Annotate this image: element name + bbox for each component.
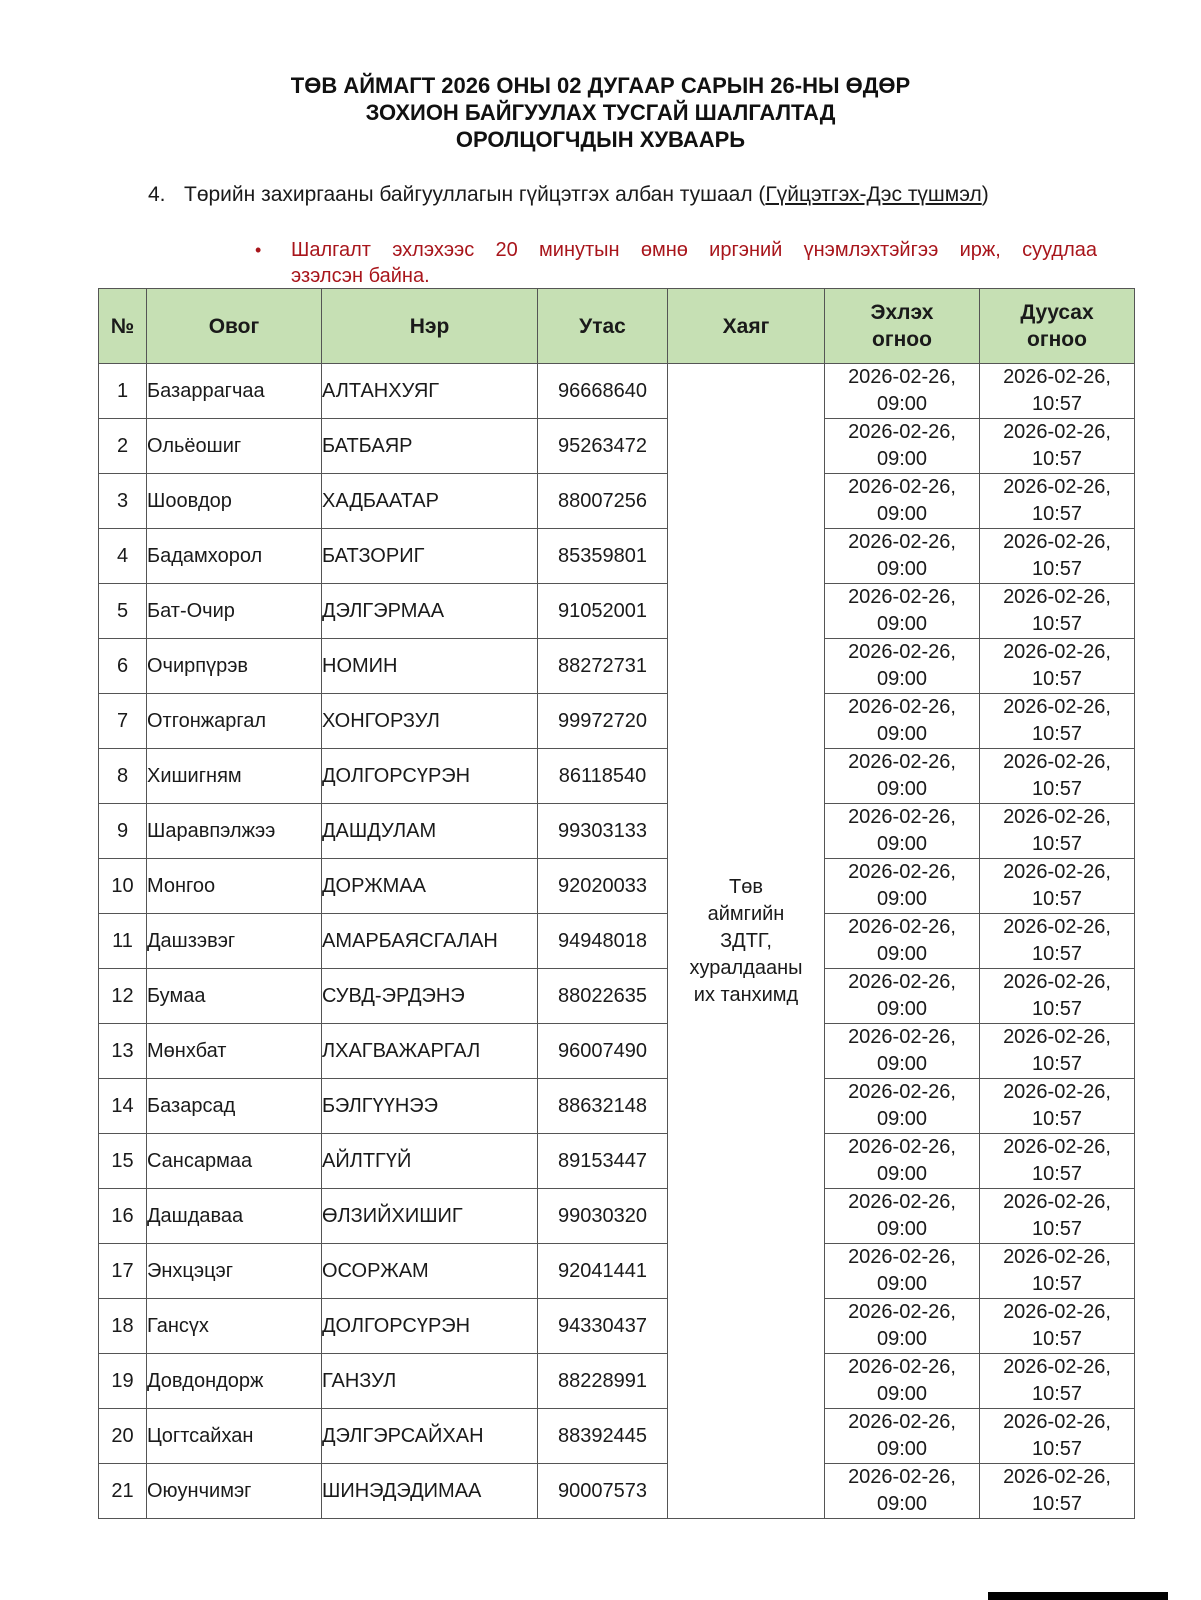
end-time: 10:57 xyxy=(1031,1438,1083,1460)
start-time: 09:00 xyxy=(876,668,928,690)
end-date: 2026-02-26, xyxy=(1003,421,1111,443)
address-line-2: аймгийн xyxy=(707,902,785,925)
end-date: 2026-02-26, xyxy=(1003,1466,1111,1488)
end-date: 2026-02-26, xyxy=(1003,861,1111,883)
start-date: 2026-02-26, xyxy=(848,586,956,608)
row-number: 20 xyxy=(99,1409,147,1464)
start-date: 2026-02-26, xyxy=(848,476,956,498)
row-surname: Оюунчимэг xyxy=(147,1464,322,1519)
row-surname: Бадамхорол xyxy=(147,529,322,584)
section-close-paren: ) xyxy=(981,183,989,206)
table-row xyxy=(99,969,1135,1024)
row-start-datetime xyxy=(825,804,980,859)
header-start-line-1: Эхлэх xyxy=(870,301,934,324)
start-time: 09:00 xyxy=(876,613,928,635)
end-date: 2026-02-26, xyxy=(1003,916,1111,938)
row-start-datetime xyxy=(825,914,980,969)
row-start-datetime xyxy=(825,859,980,914)
row-surname: Хишигням xyxy=(147,749,322,804)
start-time: 09:00 xyxy=(876,1218,928,1240)
end-time: 10:57 xyxy=(1031,943,1083,965)
table-row xyxy=(99,529,1135,584)
header-no: № xyxy=(99,289,147,364)
end-time: 10:57 xyxy=(1031,503,1083,525)
row-phone: 88228991 xyxy=(538,1354,668,1409)
row-name: ДЭЛГЭРМАА xyxy=(322,584,538,639)
start-date: 2026-02-26, xyxy=(848,1081,956,1103)
row-start-datetime xyxy=(825,1299,980,1354)
start-time: 09:00 xyxy=(876,393,928,415)
start-date: 2026-02-26, xyxy=(848,1246,956,1268)
row-start-datetime xyxy=(825,474,980,529)
row-phone: 94948018 xyxy=(538,914,668,969)
row-start-datetime xyxy=(825,1409,980,1464)
row-end-datetime xyxy=(980,694,1135,749)
title-line-2: ЗОХИОН БАЙГУУЛАХ ТУСГАЙ ШАЛГАЛТАД xyxy=(365,100,836,125)
row-number: 13 xyxy=(99,1024,147,1079)
end-time: 10:57 xyxy=(1031,1108,1083,1130)
row-end-datetime xyxy=(980,1134,1135,1189)
row-name: БАТБАЯР xyxy=(322,419,538,474)
row-number: 11 xyxy=(99,914,147,969)
row-surname: Цогтсайхан xyxy=(147,1409,322,1464)
table-row xyxy=(99,1079,1135,1134)
start-date: 2026-02-26, xyxy=(848,1301,956,1323)
row-surname: Очирпүрэв xyxy=(147,639,322,694)
start-time: 09:00 xyxy=(876,1273,928,1295)
table-row xyxy=(99,419,1135,474)
notice-line-2: эзэлсэн байна. xyxy=(291,265,430,287)
row-surname: Базаррагчаа xyxy=(147,364,322,419)
row-name: ДЭЛГЭРСАЙХАН xyxy=(322,1409,538,1464)
header-start-line-2: огноо xyxy=(872,328,932,351)
table-row xyxy=(99,914,1135,969)
row-surname: Сансармаа xyxy=(147,1134,322,1189)
start-time: 09:00 xyxy=(876,998,928,1020)
row-number: 10 xyxy=(99,859,147,914)
row-end-datetime xyxy=(980,804,1135,859)
start-date: 2026-02-26, xyxy=(848,1466,956,1488)
table-row xyxy=(99,364,1135,419)
end-time: 10:57 xyxy=(1031,1273,1083,1295)
row-end-datetime xyxy=(980,969,1135,1024)
position-link[interactable]: Гүйцэтгэх-Дэс түшмэл xyxy=(765,183,982,206)
row-number: 1 xyxy=(99,364,147,419)
row-start-datetime xyxy=(825,694,980,749)
address-line-3: ЗДТГ, xyxy=(720,929,772,952)
header-surname: Овог xyxy=(147,289,322,364)
row-end-datetime xyxy=(980,639,1135,694)
participants-table xyxy=(98,288,1135,1519)
row-number: 19 xyxy=(99,1354,147,1409)
row-start-datetime xyxy=(825,1134,980,1189)
start-time: 09:00 xyxy=(876,1108,928,1130)
table-row xyxy=(99,1134,1135,1189)
end-date: 2026-02-26, xyxy=(1003,1411,1111,1433)
header-phone: Утас xyxy=(538,289,668,364)
start-date: 2026-02-26, xyxy=(848,916,956,938)
end-date: 2026-02-26, xyxy=(1003,366,1111,388)
row-phone: 88272731 xyxy=(538,639,668,694)
start-date: 2026-02-26, xyxy=(848,366,956,388)
address-line-5: их танхимд xyxy=(693,983,799,1006)
row-name: ДОРЖМАА xyxy=(322,859,538,914)
header-start-date xyxy=(825,289,980,364)
start-date: 2026-02-26, xyxy=(848,971,956,993)
start-time: 09:00 xyxy=(876,1328,928,1350)
row-name: ДОЛГОРСҮРЭН xyxy=(322,1299,538,1354)
row-name: ХАДБААТАР xyxy=(322,474,538,529)
row-phone: 86118540 xyxy=(538,749,668,804)
start-time: 09:00 xyxy=(876,1493,928,1515)
table-row xyxy=(99,859,1135,914)
end-date: 2026-02-26, xyxy=(1003,641,1111,663)
table-row xyxy=(99,1299,1135,1354)
start-date: 2026-02-26, xyxy=(848,806,956,828)
end-date: 2026-02-26, xyxy=(1003,1246,1111,1268)
row-number: 6 xyxy=(99,639,147,694)
header-end-line-1: Дуусах xyxy=(1020,301,1094,324)
row-start-datetime xyxy=(825,1024,980,1079)
address-cell xyxy=(668,364,825,1519)
row-name: ШИНЭДЭДИМАА xyxy=(322,1464,538,1519)
row-name: АЙЛТГҮЙ xyxy=(322,1134,538,1189)
row-phone: 96007490 xyxy=(538,1024,668,1079)
end-date: 2026-02-26, xyxy=(1003,971,1111,993)
row-number: 7 xyxy=(99,694,147,749)
end-date: 2026-02-26, xyxy=(1003,1026,1111,1048)
end-time: 10:57 xyxy=(1031,448,1083,470)
row-phone: 89153447 xyxy=(538,1134,668,1189)
row-surname: Мөнхбат xyxy=(147,1024,322,1079)
row-phone: 88392445 xyxy=(538,1409,668,1464)
header-name: Нэр xyxy=(322,289,538,364)
row-name: ДАШДУЛАМ xyxy=(322,804,538,859)
row-surname: Дашзэвэг xyxy=(147,914,322,969)
page-edge-bar xyxy=(988,1592,1168,1600)
row-surname: Бумаа xyxy=(147,969,322,1024)
row-number: 4 xyxy=(99,529,147,584)
end-time: 10:57 xyxy=(1031,613,1083,635)
start-date: 2026-02-26, xyxy=(848,1356,956,1378)
row-phone: 88632148 xyxy=(538,1079,668,1134)
row-name: СУВД-ЭРДЭНЭ xyxy=(322,969,538,1024)
table-row xyxy=(99,1189,1135,1244)
row-name: ХОНГОРЗУЛ xyxy=(322,694,538,749)
end-time: 10:57 xyxy=(1031,1493,1083,1515)
start-date: 2026-02-26, xyxy=(848,641,956,663)
start-time: 09:00 xyxy=(876,833,928,855)
row-end-datetime xyxy=(980,419,1135,474)
table-header-row xyxy=(99,289,1135,364)
end-time: 10:57 xyxy=(1031,1163,1083,1185)
row-start-datetime xyxy=(825,529,980,584)
end-time: 10:57 xyxy=(1031,558,1083,580)
end-date: 2026-02-26, xyxy=(1003,1081,1111,1103)
end-time: 10:57 xyxy=(1031,1328,1083,1350)
end-time: 10:57 xyxy=(1031,1218,1083,1240)
row-start-datetime xyxy=(825,1464,980,1519)
header-end-line-2: огноо xyxy=(1027,328,1087,351)
address-line-4: хуралдааны xyxy=(689,956,803,979)
row-phone: 92020033 xyxy=(538,859,668,914)
row-end-datetime xyxy=(980,1079,1135,1134)
row-phone: 95263472 xyxy=(538,419,668,474)
row-number: 2 xyxy=(99,419,147,474)
row-phone: 96668640 xyxy=(538,364,668,419)
end-date: 2026-02-26, xyxy=(1003,1191,1111,1213)
section-heading xyxy=(148,182,989,208)
document-title xyxy=(0,72,1201,153)
title-line-3: ОРОЛЦОГЧДЫН ХУВААРЬ xyxy=(455,127,746,152)
end-time: 10:57 xyxy=(1031,888,1083,910)
bullet-icon: • xyxy=(255,240,262,260)
row-number: 14 xyxy=(99,1079,147,1134)
end-time: 10:57 xyxy=(1031,723,1083,745)
row-phone: 90007573 xyxy=(538,1464,668,1519)
row-name: ӨЛЗИЙХИШИГ xyxy=(322,1189,538,1244)
start-time: 09:00 xyxy=(876,888,928,910)
table-row xyxy=(99,584,1135,639)
end-time: 10:57 xyxy=(1031,1053,1083,1075)
row-start-datetime xyxy=(825,749,980,804)
row-name: АЛТАНХУЯГ xyxy=(322,364,538,419)
row-surname: Гансүх xyxy=(147,1299,322,1354)
row-phone: 99303133 xyxy=(538,804,668,859)
row-surname: Довдондорж xyxy=(147,1354,322,1409)
row-number: 21 xyxy=(99,1464,147,1519)
row-name: ГАНЗУЛ xyxy=(322,1354,538,1409)
row-name: ОСОРЖАМ xyxy=(322,1244,538,1299)
start-time: 09:00 xyxy=(876,1383,928,1405)
start-date: 2026-02-26, xyxy=(848,421,956,443)
row-start-datetime xyxy=(825,969,980,1024)
notice-line-1: Шалгалт эхлэхээс 20 минутын өмнө иргэний үнэмлэхтэйгээ ирж, суудлаа xyxy=(291,239,1097,261)
row-name: БЭЛГҮҮНЭЭ xyxy=(322,1079,538,1134)
row-phone: 92041441 xyxy=(538,1244,668,1299)
start-time: 09:00 xyxy=(876,1163,928,1185)
row-start-datetime xyxy=(825,1189,980,1244)
table-row xyxy=(99,694,1135,749)
header-end-date xyxy=(980,289,1135,364)
row-end-datetime xyxy=(980,1299,1135,1354)
row-name: АМАРБАЯСГАЛАН xyxy=(322,914,538,969)
row-surname: Шоовдор xyxy=(147,474,322,529)
row-start-datetime xyxy=(825,1079,980,1134)
row-name: БАТЗОРИГ xyxy=(322,529,538,584)
start-time: 09:00 xyxy=(876,503,928,525)
row-surname: Бат-Очир xyxy=(147,584,322,639)
table-row xyxy=(99,804,1135,859)
row-phone: 91052001 xyxy=(538,584,668,639)
start-time: 09:00 xyxy=(876,723,928,745)
end-date: 2026-02-26, xyxy=(1003,1356,1111,1378)
row-phone: 88022635 xyxy=(538,969,668,1024)
row-end-datetime xyxy=(980,1409,1135,1464)
row-end-datetime xyxy=(980,1464,1135,1519)
row-start-datetime xyxy=(825,1244,980,1299)
table-row xyxy=(99,1244,1135,1299)
row-number: 3 xyxy=(99,474,147,529)
row-end-datetime xyxy=(980,1354,1135,1409)
row-phone: 94330437 xyxy=(538,1299,668,1354)
table-row xyxy=(99,1409,1135,1464)
row-end-datetime xyxy=(980,749,1135,804)
end-date: 2026-02-26, xyxy=(1003,476,1111,498)
row-number: 8 xyxy=(99,749,147,804)
row-end-datetime xyxy=(980,914,1135,969)
table-row xyxy=(99,1354,1135,1409)
row-surname: Ольёошиг xyxy=(147,419,322,474)
table-body xyxy=(99,364,1135,1519)
table-row xyxy=(99,1464,1135,1519)
end-date: 2026-02-26, xyxy=(1003,531,1111,553)
row-end-datetime xyxy=(980,1024,1135,1079)
start-time: 09:00 xyxy=(876,943,928,965)
row-name: НОМИН xyxy=(322,639,538,694)
address-line-1: Төв xyxy=(729,875,763,898)
end-time: 10:57 xyxy=(1031,393,1083,415)
start-date: 2026-02-26, xyxy=(848,1411,956,1433)
end-date: 2026-02-26, xyxy=(1003,696,1111,718)
row-start-datetime xyxy=(825,639,980,694)
start-date: 2026-02-26, xyxy=(848,1026,956,1048)
start-date: 2026-02-26, xyxy=(848,1191,956,1213)
row-end-datetime xyxy=(980,474,1135,529)
row-end-datetime xyxy=(980,584,1135,639)
row-surname: Отгонжаргал xyxy=(147,694,322,749)
row-phone: 85359801 xyxy=(538,529,668,584)
row-surname: Энхцэцэг xyxy=(147,1244,322,1299)
row-surname: Дашдаваа xyxy=(147,1189,322,1244)
end-date: 2026-02-26, xyxy=(1003,806,1111,828)
table-row xyxy=(99,474,1135,529)
row-surname: Базарсад xyxy=(147,1079,322,1134)
end-time: 10:57 xyxy=(1031,668,1083,690)
title-line-1: ТӨВ АЙМАГТ 2026 ОНЫ 02 ДУГААР САРЫН 26-НЫ ӨДӨР xyxy=(290,73,911,98)
row-phone: 99972720 xyxy=(538,694,668,749)
row-number: 15 xyxy=(99,1134,147,1189)
row-surname: Монгоо xyxy=(147,859,322,914)
end-date: 2026-02-26, xyxy=(1003,1301,1111,1323)
row-number: 16 xyxy=(99,1189,147,1244)
start-time: 09:00 xyxy=(876,778,928,800)
row-end-datetime xyxy=(980,1244,1135,1299)
row-start-datetime xyxy=(825,364,980,419)
end-time: 10:57 xyxy=(1031,833,1083,855)
row-end-datetime xyxy=(980,529,1135,584)
row-number: 5 xyxy=(99,584,147,639)
start-time: 09:00 xyxy=(876,558,928,580)
row-phone: 99030320 xyxy=(538,1189,668,1244)
end-date: 2026-02-26, xyxy=(1003,1136,1111,1158)
start-time: 09:00 xyxy=(876,1438,928,1460)
start-date: 2026-02-26, xyxy=(848,751,956,773)
table-row xyxy=(99,639,1135,694)
header-address: Хаяг xyxy=(668,289,825,364)
row-number: 18 xyxy=(99,1299,147,1354)
table-row xyxy=(99,1024,1135,1079)
row-start-datetime xyxy=(825,1354,980,1409)
row-start-datetime xyxy=(825,419,980,474)
section-text: Төрийн захиргааны байгууллагын гүйцэтгэх албан тушаал ( xyxy=(184,183,766,206)
row-surname: Шаравпэлжээ xyxy=(147,804,322,859)
table-row xyxy=(99,749,1135,804)
start-date: 2026-02-26, xyxy=(848,696,956,718)
row-end-datetime xyxy=(980,859,1135,914)
end-date: 2026-02-26, xyxy=(1003,751,1111,773)
row-phone: 88007256 xyxy=(538,474,668,529)
end-time: 10:57 xyxy=(1031,998,1083,1020)
start-date: 2026-02-26, xyxy=(848,861,956,883)
start-time: 09:00 xyxy=(876,1053,928,1075)
row-number: 12 xyxy=(99,969,147,1024)
start-date: 2026-02-26, xyxy=(848,1136,956,1158)
row-number: 9 xyxy=(99,804,147,859)
end-date: 2026-02-26, xyxy=(1003,586,1111,608)
row-end-datetime xyxy=(980,1189,1135,1244)
row-end-datetime xyxy=(980,364,1135,419)
row-name: ЛХАГВАЖАРГАЛ xyxy=(322,1024,538,1079)
end-time: 10:57 xyxy=(1031,778,1083,800)
row-number: 17 xyxy=(99,1244,147,1299)
start-time: 09:00 xyxy=(876,448,928,470)
end-time: 10:57 xyxy=(1031,1383,1083,1405)
row-start-datetime xyxy=(825,584,980,639)
start-date: 2026-02-26, xyxy=(848,531,956,553)
section-number: 4. xyxy=(148,183,166,206)
row-name: ДОЛГОРСҮРЭН xyxy=(322,749,538,804)
